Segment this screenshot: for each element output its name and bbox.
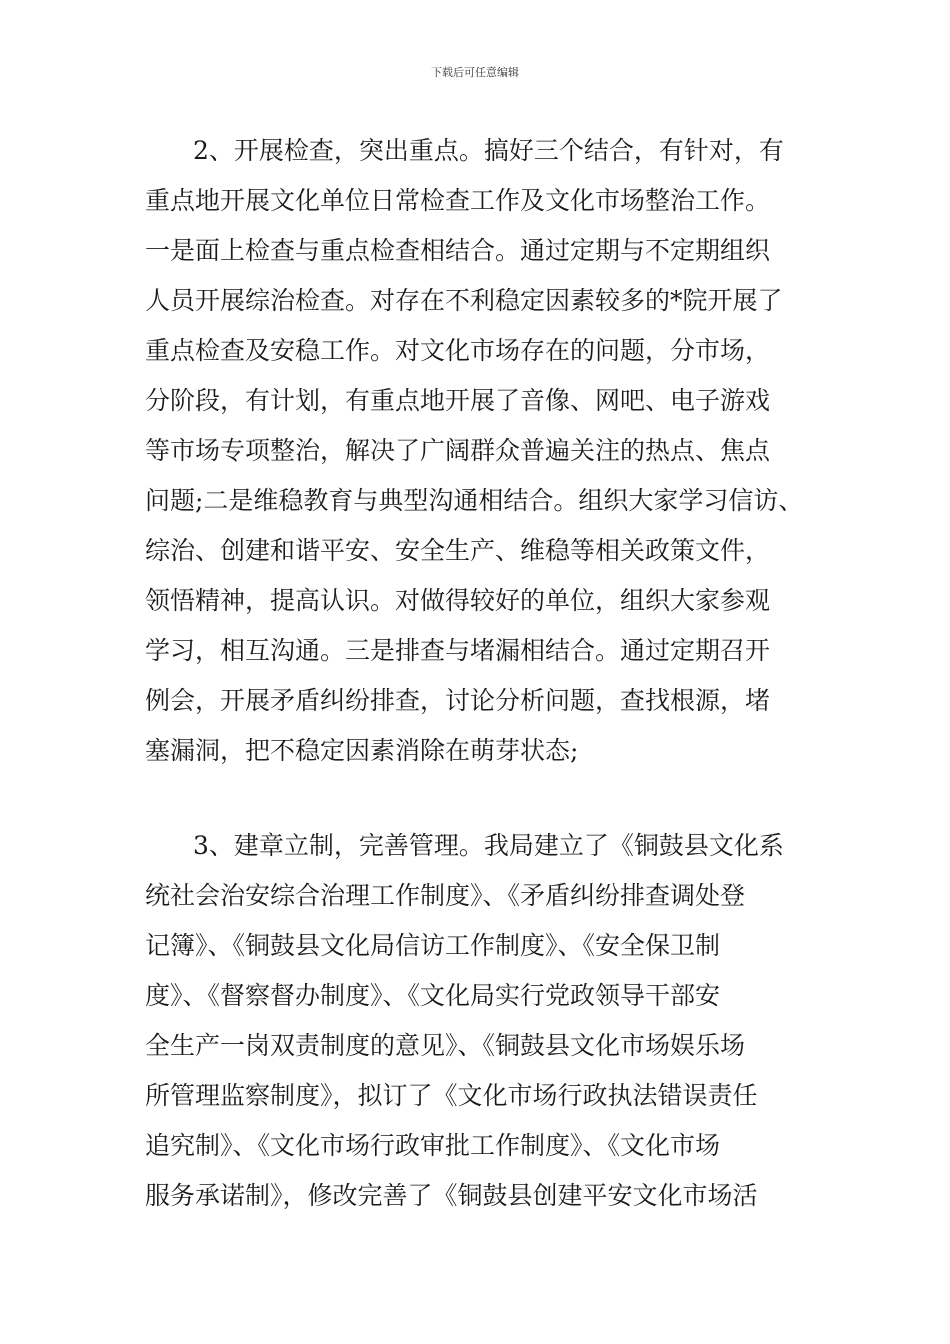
text-line: 服务承诺制》，修改完善了《铜鼓县创建平安文化市场活 — [145, 1181, 758, 1210]
text-line: 塞漏洞，把不稳定因素消除在萌芽状态; — [145, 736, 579, 765]
text-line: 学习，相互沟通。三是排查与堵漏相结合。通过定期召开 — [145, 636, 771, 665]
text-line: 分阶段，有计划，有重点地开展了音像、网吧、电子游戏 — [145, 386, 771, 415]
text-line: 重点检查及安稳工作。对文化市场存在的问题，分市场， — [145, 336, 771, 365]
page-header-note: 下载后可任意编辑 — [431, 66, 519, 79]
text-line: 等市场专项整治，解决了广阔群众普遍关注的热点、焦点 — [145, 436, 771, 465]
text-line: 问题;二是维稳教育与典型沟通相结合。组织大家学习信访、 — [145, 486, 804, 515]
text-line: 2、开展检查，突出重点。搞好三个结合，有针对，有 — [193, 136, 784, 165]
text-line: 3、建章立制，完善管理。我局建立了《铜鼓县文化系 — [193, 831, 784, 860]
text-line: 例会，开展矛盾纠纷排查，讨论分析问题，查找根源，堵 — [145, 686, 771, 715]
text-line: 重点地开展文化单位日常检查工作及文化市场整治工作。 — [145, 186, 771, 215]
text-line: 所管理监察制度》，拟订了《文化市场行政执法错误责任 — [145, 1081, 758, 1110]
text-line: 度》、《督察督办制度》、《文化局实行党政领导干部安 — [145, 981, 721, 1010]
text-line: 一是面上检查与重点检查相结合。通过定期与不定期组织 — [145, 236, 771, 265]
text-line: 记簿》、《铜鼓县文化局信访工作制度》、《安全保卫制 — [145, 931, 721, 960]
text-line: 追究制》、《文化市场行政审批工作制度》、《文化市场 — [145, 1131, 721, 1160]
text-line: 综治、创建和谐平安、安全生产、维稳等相关政策文件， — [145, 536, 771, 565]
text-line: 人员开展综治检查。对存在不利稳定因素较多的*院开展了 — [145, 286, 783, 315]
text-line: 领悟精神，提高认识。对做得较好的单位，组织大家参观 — [145, 586, 771, 615]
text-line: 统社会治安综合治理工作制度》、《矛盾纠纷排查调处登 — [145, 881, 746, 910]
text-line: 全生产一岗双责制度的意见》、《铜鼓县文化市场娱乐场 — [145, 1031, 746, 1060]
